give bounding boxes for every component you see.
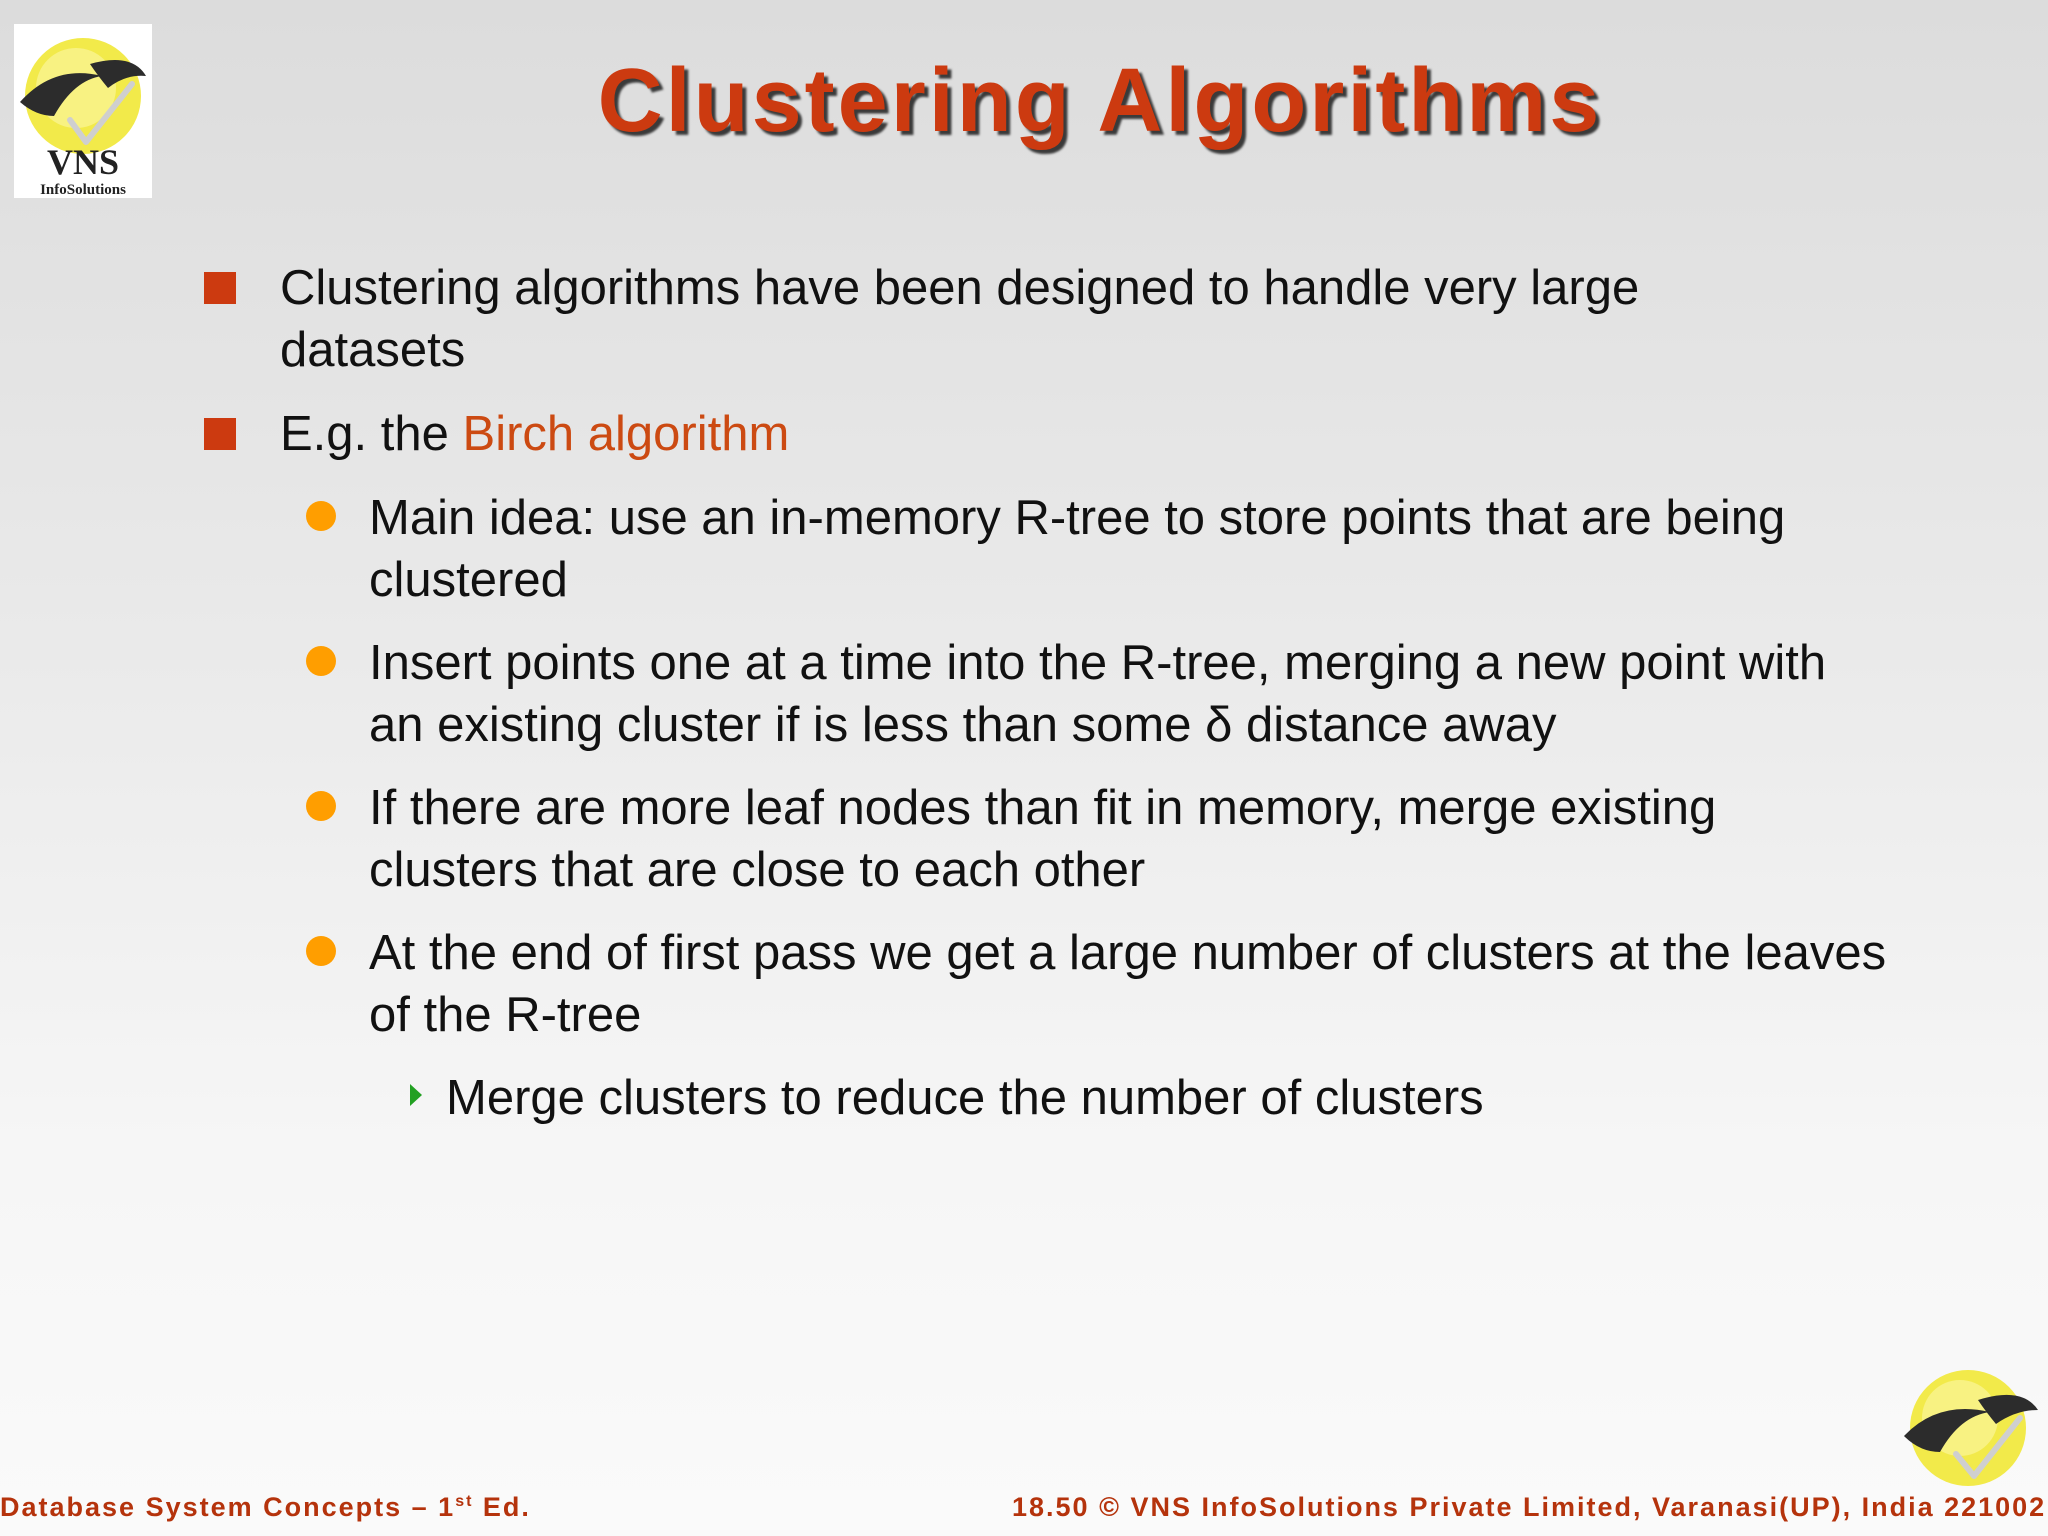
logo-subtext: InfoSolutions <box>40 182 126 198</box>
bullet-item <box>280 257 1800 381</box>
dot-bullet-icon <box>306 936 336 966</box>
square-bullet-icon <box>204 272 236 304</box>
sub-bullet-item: If there are more leaf nodes than fit in memory, merge existing clusters that are close to each other <box>369 781 1717 897</box>
square-bullet-icon <box>204 418 236 450</box>
footer-book-title <box>0 1492 531 1523</box>
bullet-text: Clustering algorithms have been designed to handle very large datasets <box>280 261 1640 377</box>
sub-bullet-item: Insert points one at a time into the R-tree, merging a new point with an existing cluster if is less than some δ distance away <box>369 636 1827 752</box>
footer-left-end: Ed. <box>473 1492 531 1522</box>
sub-bullet-item: At the end of first pass we get a large number of clusters at the leaves of the R-tree <box>369 926 1887 1042</box>
sub-bullet-item: Main idea: use an in-memory R-tree to store points that are being clustered <box>369 491 1786 607</box>
bullet-item <box>280 403 1800 465</box>
triangle-bullet-icon <box>410 1084 422 1106</box>
slide-title: Clustering Algorithms <box>597 51 1603 151</box>
dot-bullet-icon <box>306 791 336 821</box>
vns-logo-bottom <box>1898 1366 2044 1486</box>
birch-algorithm-highlight: Birch algorithm <box>462 407 790 461</box>
logo-text: VNS <box>46 142 120 182</box>
footer-left-sup: st <box>455 1493 474 1510</box>
bullet-text-prefix: E.g. the <box>280 407 463 461</box>
dot-bullet-icon <box>306 501 336 531</box>
footer-copyright: 18.50 © VNS InfoSolutions Private Limited, Varanasi(UP), India 221002 <box>1012 1492 2047 1522</box>
footer-left-text: Database System Concepts – 1 <box>0 1492 456 1522</box>
sub-sub-bullet-item: Merge clusters to reduce the number of clusters <box>446 1071 1484 1125</box>
dot-bullet-icon <box>306 646 336 676</box>
